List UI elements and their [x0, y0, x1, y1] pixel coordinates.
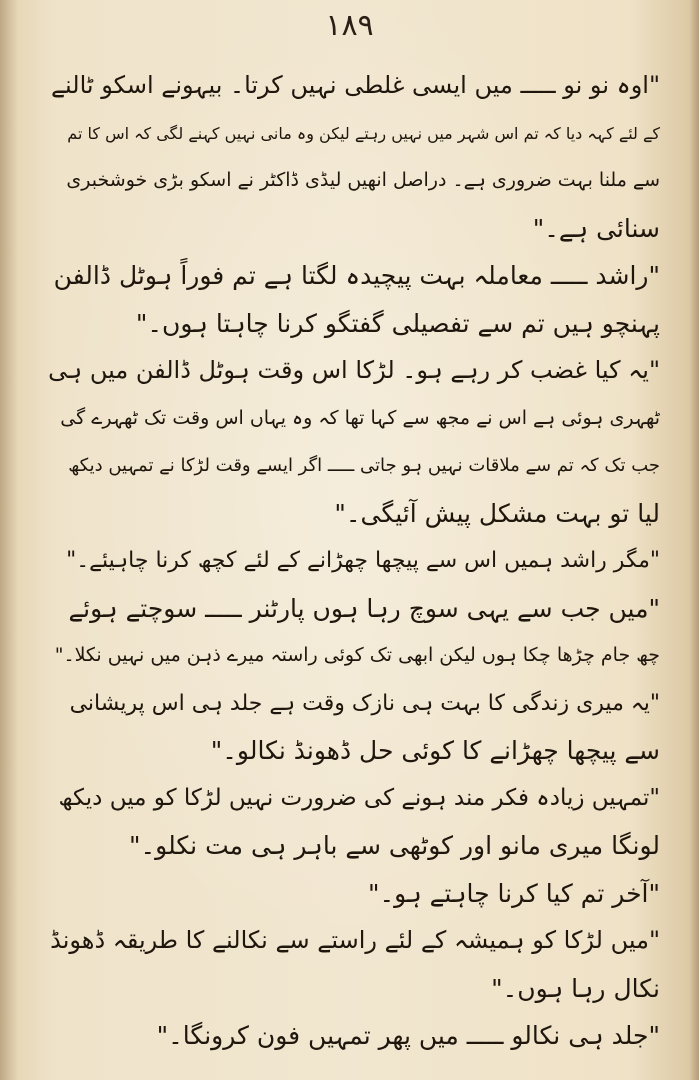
- text-line: "تمہیں زیادہ فکر مند ہونے کی ضرورت نہیں لڑکا کو میں دیکھ: [58, 784, 660, 811]
- text-line: "جلد ہی نکالو ـــــ میں پھر تمہیں فون کرونگا۔": [156, 1021, 660, 1050]
- text-line: "یہ کیا غضب کر رہے ہو۔ لڑکا اس وقت ہوٹل ڈالفن میں ہی: [48, 356, 660, 384]
- text-line: چھ جام چڑھا چکا ہوں لیکن ابھی تک کوئی راستہ میرے ذہن میں نہیں نکلا۔": [54, 644, 660, 666]
- page-edge-shadow: [689, 0, 699, 1080]
- text-line: کے لئے کہہ دیا کہ تم اس شہر میں نہیں رہتے لیکن وہ مانی نہیں کہنے لگی کہ اس کا تم: [67, 123, 660, 143]
- text-line: سنائی ہے۔": [532, 213, 660, 243]
- text-line: "راشد ـــــ معاملہ بہت پیچیدہ لگتا ہے تم فوراً ہوٹل ڈالفن: [53, 261, 660, 290]
- text-line: سے ملنا بہت ضروری ہے۔ دراصل انھیں لیڈی ڈاکٹر نے اسکو بڑی خوشخبری: [66, 169, 660, 191]
- text-line: جب تک کہ تم سے ملاقات نہیں ہو جاتی ـــــ اگر ایسے وقت لڑکا نے تمہیں دیکھ: [68, 455, 660, 476]
- text-line: "میں لڑکا کو ہمیشہ کے لئے راستے سے نکالنے کا طریقہ ڈھونڈ: [50, 926, 660, 954]
- text-line: "اوہ نو نو ـــــ میں ایسی غلطی نہیں کرتا۔ بیہونے اسکو ٹالنے: [50, 71, 660, 99]
- text-line: پہنچو ہیں تم سے تفصیلی گفتگو کرنا چاہتا ہوں۔": [135, 308, 660, 338]
- text-line: "آخر تم کیا کرنا چاہتے ہو۔": [368, 878, 660, 908]
- text-line: ٹھہری ہوئی ہے اس نے مجھ سے کہا تھا کہ وہ یہاں اس وقت تک ٹھہرے گی: [60, 406, 660, 429]
- binding-shadow: [0, 0, 18, 1080]
- text-line: لونگا میری مانو اور کوٹھی سے باہر ہی مت نکلو۔": [129, 831, 660, 860]
- text-line: نکال رہا ہوں۔": [491, 973, 660, 1003]
- text-line: "یہ میری زندگی کا بہت ہی نازک وقت ہے جلد ہی اس پریشانی: [69, 690, 660, 716]
- text-line: سے پیچھا چھڑانے کا کوئی حل ڈھونڈ نکالو۔": [210, 736, 660, 765]
- text-line: لیا تو بہت مشکل پیش آئیگی۔": [334, 498, 660, 528]
- text-line: "مگر راشد ہمیں اس سے پیچھا چھڑانے کے لئے کچھ کرنا چاہیئے۔": [66, 548, 660, 573]
- text-line: "میں جب سے یہی سوچ رہا ہوں پارٹنر ـــــ سوچتے ہوئے: [68, 593, 660, 623]
- page-text: [48, 62, 660, 1052]
- page-number: ۱۸۹: [325, 8, 374, 43]
